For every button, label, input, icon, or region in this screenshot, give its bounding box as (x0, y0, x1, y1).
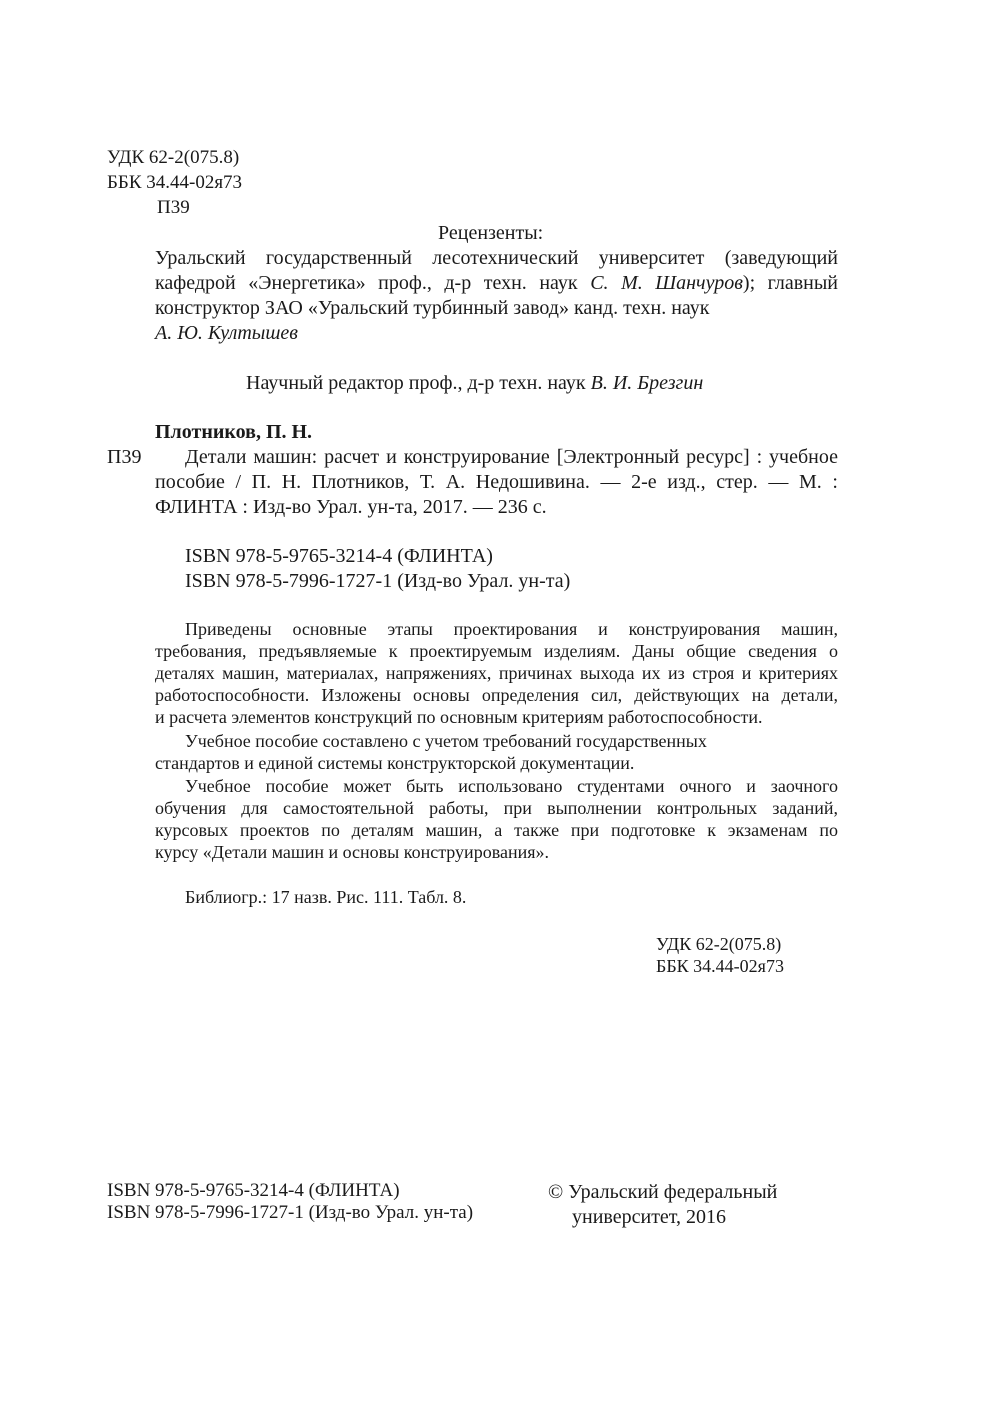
bbk-top: ББК 34.44-02я73 (107, 172, 243, 193)
reviewers-line-2: кафедрой «Энергетика» проф., д-р техн. наук С. М. Шанчуров); главный (155, 272, 838, 294)
reviewers-line-1: Уральский государственный лесотехнический университет (заведующий (155, 247, 838, 269)
isbn-line-1: ISBN 978-5-9765-3214-4 (ФЛИНТА) (185, 545, 493, 567)
reviewer-name-1: С. М. Шанчуров (590, 272, 743, 294)
scientific-editor: Научный редактор проф., д-р техн. наук В. И. Брезгин (246, 372, 704, 394)
bib-line-2: пособие / П. Н. Плотников, Т. А. Недошивина. — 2-е изд., стер. — М. : (155, 471, 838, 493)
udk-top: УДК 62-2(075.8) (107, 147, 240, 168)
copyright-line-1: © Уральский федеральный (548, 1181, 778, 1203)
udk-bottom: УДК 62-2(075.8) (656, 934, 782, 954)
annotation-line: работоспособности. Изложены основы определения сил, действующих на детали, (155, 685, 838, 705)
author-heading: Плотников, П. Н. (155, 421, 313, 443)
annotation-line: Приведены основные этапы проектирования и конструирования машин, (185, 619, 838, 639)
reviewer-name-2: А. Ю. Култышев (155, 322, 298, 344)
annotation-line: курсовых проектов по деталям машин, а также при подготовке к экзаменам по (155, 820, 838, 840)
annotation-line: обучения для самостоятельной работы, при выполнении контрольных заданий, (155, 798, 838, 818)
isbn-line-2: ISBN 978-5-7996-1727-1 (Изд-во Урал. ун-та) (185, 570, 571, 592)
annotation-line: требования, предъявляемые к проектируемым изделиям. Даны общие сведения о (155, 641, 838, 661)
annotation-line: и расчета элементов конструкций по основным критериям работоспособности. (155, 707, 763, 727)
editor-name: В. И. Брезгин (590, 372, 704, 394)
author-sign: П39 (107, 446, 142, 468)
footer-isbn-2: ISBN 978-5-7996-1727-1 (Изд-во Урал. ун-та) (107, 1202, 474, 1223)
bibliography-count: Библиогр.: 17 назв. Рис. 111. Табл. 8. (185, 887, 467, 907)
bib-line-3: ФЛИНТА : Изд-во Урал. ун-та, 2017. — 236 с. (155, 496, 547, 518)
annotation-line: Учебное пособие может быть использовано студентами очного и заочного (185, 776, 838, 796)
annotation-line: деталях машин, материалах, напряжениях, причинах выхода их из строя и критериях (155, 663, 838, 683)
copyright-line-2: университет, 2016 (572, 1206, 727, 1228)
reviewers-heading: Рецензенты: (438, 222, 544, 244)
annotation-line: курсу «Детали машин и основы конструирования». (155, 842, 549, 862)
annotation-line: Учебное пособие составлено с учетом требований государственных (185, 731, 707, 751)
author-sign-top: П39 (157, 197, 190, 218)
reviewers-line-4 (155, 320, 298, 346)
annotation-line: стандартов и единой системы конструкторской документации. (155, 753, 635, 773)
reviewers-line-3: конструктор ЗАО «Уральский турбинный завод» канд. техн. наук (155, 297, 710, 319)
bib-line-1: Детали машин: расчет и конструирование [Электронный ресурс] : учебное (185, 446, 838, 468)
bbk-bottom: ББК 34.44-02я73 (656, 956, 784, 976)
footer-isbn-1: ISBN 978-5-9765-3214-4 (ФЛИНТА) (107, 1180, 400, 1201)
